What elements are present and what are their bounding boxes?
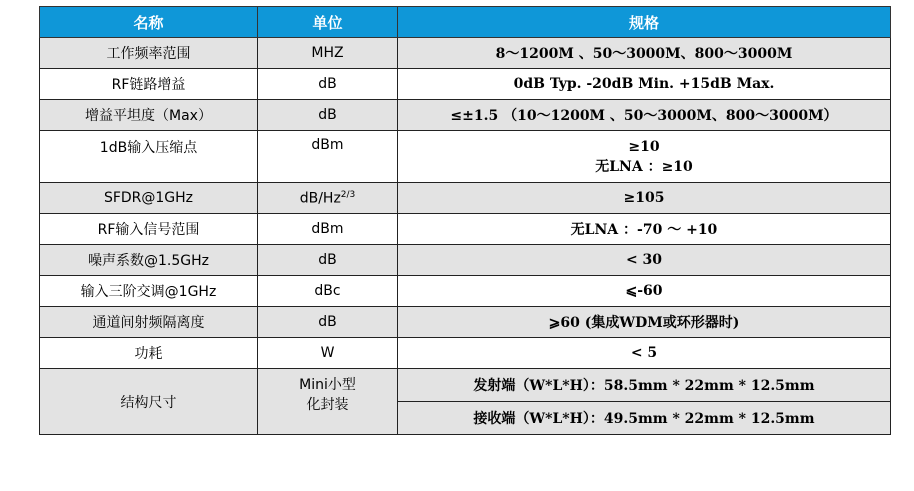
row-spec: ⩽-60 — [398, 276, 891, 307]
row-spec-tx: 发射端（W*L*H）：58.5mm * 22mm * 12.5mm — [398, 369, 891, 402]
row-name: SFDR@1GHz — [40, 183, 258, 214]
table-row — [40, 214, 891, 245]
table-row — [40, 338, 891, 369]
row-name: 增益平坦度（Max） — [40, 100, 258, 131]
row-spec: ≥105 — [398, 183, 891, 214]
table-row — [40, 369, 891, 402]
row-spec: < 30 — [398, 245, 891, 276]
table-row — [40, 69, 891, 100]
row-unit: MHZ — [258, 38, 398, 69]
table-row — [40, 38, 891, 69]
row-name: RF输入信号范围 — [40, 214, 258, 245]
unit-line: Mini小型 — [299, 377, 356, 393]
row-spec: ≤±1.5 （10～1200M 、50～3000M、800～3000M） — [398, 100, 891, 131]
unit-line: 化封装 — [306, 397, 349, 413]
row-name: 通道间射频隔离度 — [40, 307, 258, 338]
header-name: 名称 — [40, 7, 258, 38]
unit-base: dB/Hz — [299, 190, 341, 207]
header-row — [40, 7, 891, 38]
row-unit: dBm — [258, 214, 398, 245]
spec-table — [39, 6, 891, 435]
row-name: 功耗 — [40, 338, 258, 369]
table-row — [40, 131, 891, 183]
table-row — [40, 307, 891, 338]
row-unit: dBc — [258, 276, 398, 307]
row-unit: dB — [258, 100, 398, 131]
row-name: 工作频率范围 — [40, 38, 258, 69]
table-row — [40, 100, 891, 131]
row-name: 噪声系数@1.5GHz — [40, 245, 258, 276]
row-spec-rx: 接收端（W*L*H）：49.5mm * 22mm * 12.5mm — [398, 402, 891, 435]
header-spec: 规格 — [398, 7, 891, 38]
row-unit: dB — [258, 307, 398, 338]
row-name: 结构尺寸 — [40, 369, 258, 435]
header-unit: 单位 — [258, 7, 398, 38]
spec-line: 无LNA ：≥10 — [595, 158, 693, 175]
row-name: 1dB输入压缩点 — [40, 131, 258, 183]
row-spec — [398, 131, 891, 183]
table-row — [40, 245, 891, 276]
row-unit: dBm — [258, 131, 398, 183]
row-unit — [258, 369, 398, 435]
row-spec: ⩾60 (集成WDM或环形器时) — [398, 307, 891, 338]
table-row — [40, 183, 891, 214]
row-spec: 0dB Typ. -20dB Min. +15dB Max. — [398, 69, 891, 100]
row-name: 输入三阶交调@1GHz — [40, 276, 258, 307]
row-name: RF链路增益 — [40, 69, 258, 100]
row-spec: 无LNA ：-70 ～ +10 — [398, 214, 891, 245]
row-unit: dB — [258, 245, 398, 276]
table-row — [40, 276, 891, 307]
row-spec: < 5 — [398, 338, 891, 369]
spec-line: ≥10 — [628, 138, 660, 155]
row-unit — [258, 183, 398, 214]
row-unit: dB — [258, 69, 398, 100]
unit-superscript: 2/3 — [340, 189, 356, 200]
row-spec: 8～1200M 、50～3000M、800～3000M — [398, 38, 891, 69]
row-unit: W — [258, 338, 398, 369]
